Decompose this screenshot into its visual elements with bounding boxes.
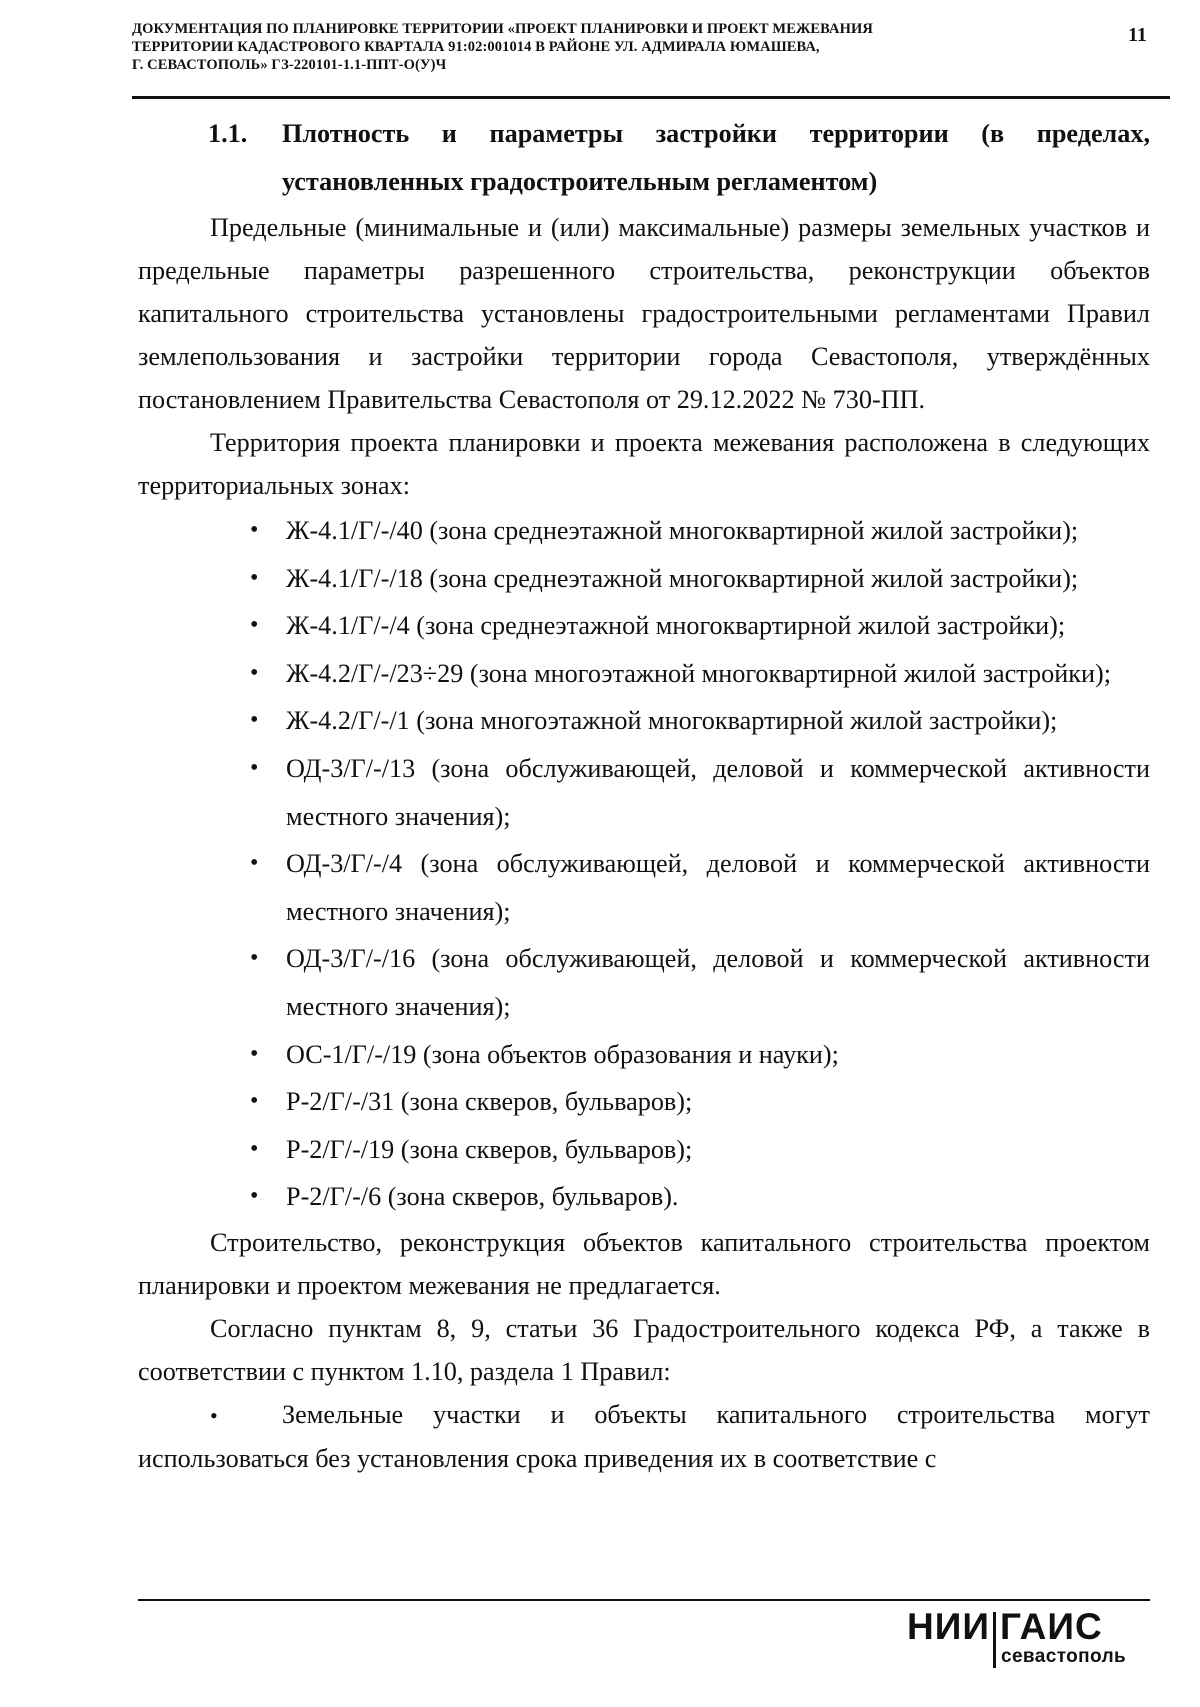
zone-list-item	[250, 935, 1150, 1030]
paragraph-construction: Строительство, реконструкция объектов капитального строительства проектом планировки и проектом межевания не предлагается.	[138, 1227, 1150, 1300]
bullet-marker: •	[250, 1040, 259, 1067]
section-heading	[138, 110, 1150, 206]
logo-text-left: НИИ	[907, 1606, 990, 1647]
page-number: 11	[1128, 24, 1147, 46]
paragraph-land-use	[138, 1393, 1150, 1480]
bullet-marker: •	[250, 612, 259, 639]
header-line-1: ДОКУМЕНТАЦИЯ ПО ПЛАНИРОВКЕ ТЕРРИТОРИИ «ПРОЕКТ ПЛАНИРОВКИ И ПРОЕКТ МЕЖЕВАНИЯ	[132, 21, 873, 37]
page-header	[132, 20, 1102, 74]
bullet-marker: •	[250, 1135, 259, 1162]
paragraph-zones-intro: Территория проекта планировки и проекта межевания расположена в следующих территориальных зонах:	[138, 428, 1150, 500]
zone-text: ОС-1/Г/-/19 (зона объектов образования и науки);	[286, 1039, 839, 1069]
zone-text: Ж-4.1/Г/-/40 (зона среднеэтажной многоквартирной жилой застройки);	[286, 516, 1079, 545]
bullet-marker: •	[250, 850, 259, 877]
bullet-marker: •	[250, 1088, 259, 1115]
footer-divider	[138, 1599, 1150, 1601]
zone-list-item	[250, 1078, 1150, 1126]
header-line-2: ТЕРРИТОРИИ КАДАСТРОВОГО КВАРТАЛА 91:02:001014 В РАЙОНЕ УЛ. АДМИРАЛА ЮМАШЕВА,	[132, 39, 820, 55]
zone-list-item	[250, 555, 1150, 603]
bullet-marker: •	[250, 754, 259, 781]
logo-subtitle: севастополь	[1001, 1646, 1127, 1667]
zone-text: Р-2/Г/-/19 (зона скверов, бульваров);	[286, 1134, 693, 1164]
zone-text: Ж-4.2/Г/-/23÷29 (зона многоэтажной многоквартирной жилой застройки);	[286, 658, 1111, 688]
bullet-marker: •	[250, 707, 259, 734]
zone-list-item	[250, 650, 1150, 698]
bullet-marker: •	[250, 517, 259, 543]
zone-text: Ж-4.2/Г/-/1 (зона многоэтажной многоквартирной жилой застройки);	[286, 706, 1058, 736]
zone-text: ОД-3/Г/-/13 (зона обслуживающей, деловой и коммерческой активности местного значения);	[286, 753, 1150, 831]
header-line-3: Г. СЕВАСТОПОЛЬ» ГЗ-220101-1.1-ППТ-О(У)Ч	[132, 57, 447, 73]
page-body	[138, 110, 1150, 1480]
paragraph-land-use-text: Земельные участки и объекты капитального строительства могут использоваться без установления срока приведения их в соответствие с	[138, 1399, 1150, 1473]
zone-text: Р-2/Г/-/6 (зона скверов, бульваров).	[286, 1182, 679, 1212]
paragraph-limits: Предельные (минимальные и (или) максимальные) размеры земельных участков и предельные параметры разрешенного строительства, реконструкции объектов капитального строительства установлены градостроительными регламентами Правил землепользования и застройки территории города Севастополя, утверждённых постановлением Правительства Севастополя от 29.12.2022 № 730-ПП.	[138, 213, 1150, 414]
zone-list-item	[250, 697, 1150, 745]
logo-text-right: ГАИС	[1000, 1606, 1103, 1647]
zone-text: Р-2/Г/-/31 (зона скверов, бульваров);	[286, 1087, 693, 1117]
logo-separator	[993, 1612, 996, 1668]
zone-list-item	[250, 507, 1150, 555]
bullet-marker: •	[210, 1402, 218, 1428]
zone-list-item	[250, 1173, 1150, 1221]
zone-list-item	[250, 840, 1150, 935]
bullet-marker: •	[250, 1183, 259, 1210]
zone-text: ОД-3/Г/-/16 (зона обслуживающей, деловой и коммерческой активности местного значения);	[286, 944, 1150, 1021]
zones-list	[138, 507, 1150, 1221]
bullet-marker: •	[250, 564, 259, 591]
bullet-marker: •	[250, 945, 259, 972]
section-number: 1.1.	[208, 119, 248, 148]
zone-text: Ж-4.1/Г/-/4 (зона среднеэтажной многоквартирной жилой застройки);	[286, 611, 1066, 641]
zone-list-item	[250, 1126, 1150, 1174]
zone-text: ОД-3/Г/-/4 (зона обслуживающей, деловой и коммерческой активности местного значения);	[286, 849, 1150, 926]
zone-list-item	[250, 1031, 1150, 1079]
paragraph-code-reference: Согласно пунктам 8, 9, статьи 36 Градостроительного кодекса РФ, а также в соответствии с пунктом 1.10, раздела 1 Правил:	[138, 1313, 1150, 1386]
bullet-marker: •	[250, 659, 259, 686]
niigais-logo	[907, 1606, 1157, 1676]
zone-list-item	[250, 602, 1150, 650]
header-divider	[132, 96, 1170, 99]
section-title: Плотность и параметры застройки территории (в пределах, установленных градостроительным регламентом)	[282, 119, 1150, 196]
zone-text: Ж-4.1/Г/-/18 (зона среднеэтажной многоквартирной жилой застройки);	[286, 563, 1079, 593]
zone-list-item	[250, 745, 1150, 840]
